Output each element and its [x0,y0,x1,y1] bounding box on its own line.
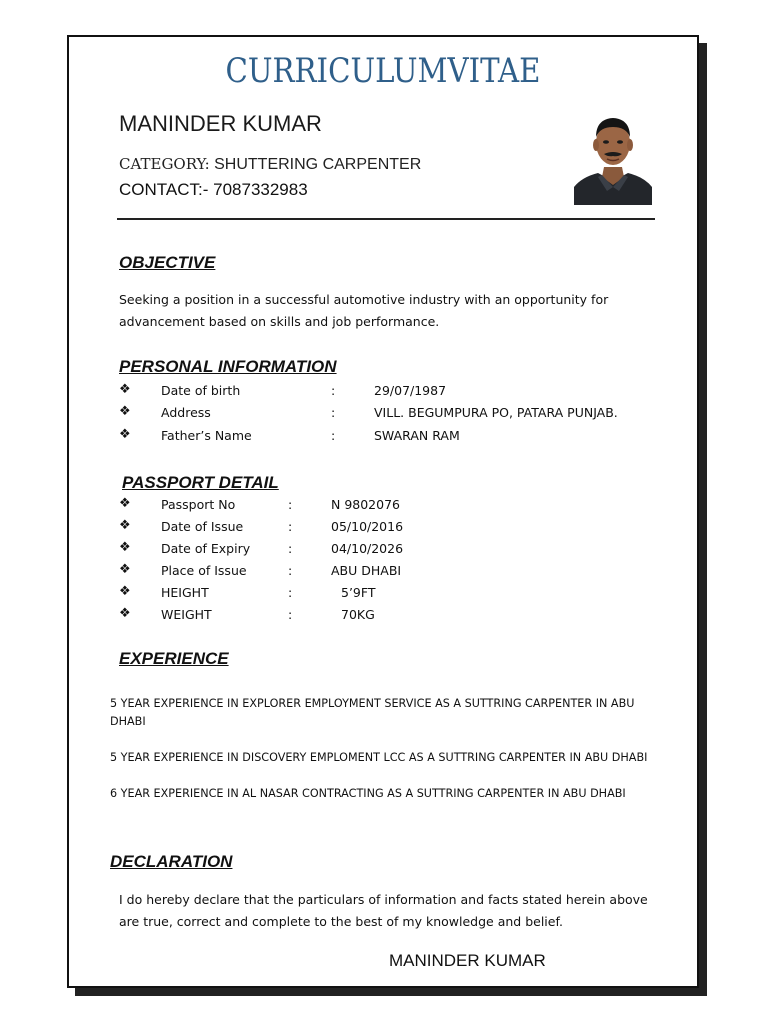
passport-row-number [119,497,659,517]
row-label: WEIGHT [161,607,212,622]
bullet-icon: ❖ [119,584,131,599]
document-title: CURRICULUMVITAE [225,51,541,91]
experience-item-2: 5 YEAR EXPERIENCE IN DISCOVERY EMPLOMENT LCC AS A SUTTRING CARPENTER IN ABU DHABI [110,751,648,764]
row-label: Date of birth [161,383,241,398]
personal-row-address [119,405,659,425]
row-value: N 9802076 [331,497,400,512]
objective-heading: OBJECTIVE [119,253,216,272]
row-colon: : [331,383,336,398]
row-label: Place of Issue [161,563,247,578]
row-value: 29/07/1987 [374,383,447,398]
row-value: 04/10/2026 [331,541,404,556]
row-value: 70KG [341,607,375,622]
objective-line-1: Seeking a position in a successful automotive industry with an opportunity for [119,292,609,307]
declaration-line-1: I do hereby declare that the particulars of information and facts stated herein above [119,892,648,907]
passport-row-expiry [119,541,659,561]
declaration-line-2: are true, correct and complete to the best of my knowledge and belief. [119,914,563,929]
objective-text [119,289,679,333]
row-colon: : [288,497,293,512]
row-colon: : [288,519,293,534]
resume-frame [67,35,699,988]
experience-item-1: 5 YEAR EXPERIENCE IN EXPLORER EMPLOYMENT SERVICE AS A SUTTRING CARPENTER IN ABU DHABI [110,697,635,728]
row-value: ABU DHABI [331,563,402,578]
row-label: Father’s Name [161,428,252,443]
signature-name: MANINDER KUMAR [389,951,546,970]
person-photo [574,107,652,205]
bullet-icon: ❖ [119,540,131,555]
declaration-heading: DECLARATION [110,852,233,871]
row-label: HEIGHT [161,585,209,600]
experience-heading: EXPERIENCE [119,649,229,668]
category-line [119,155,421,174]
row-colon: : [288,563,293,578]
row-colon: : [288,585,293,600]
applicant-name: MANINDER KUMAR [119,111,322,136]
personal-row-dob [119,383,659,403]
bullet-icon: ❖ [119,382,131,397]
bullet-icon: ❖ [119,427,131,442]
row-colon: : [288,541,293,556]
row-value: 5’9FT [341,585,376,600]
bullet-icon: ❖ [119,496,131,511]
passport-row-weight [119,607,659,627]
row-label: Address [161,405,211,420]
bullet-icon: ❖ [119,562,131,577]
row-label: Passport No [161,497,236,512]
header-divider [117,218,655,220]
declaration-text [119,889,679,933]
category-value: SHUTTERING CARPENTER [214,156,422,173]
row-label: Date of Issue [161,519,244,534]
bullet-icon: ❖ [119,518,131,533]
row-value: SWARAN RAM [374,428,460,443]
row-colon: : [288,607,293,622]
row-value: VILL. BEGUMPURA PO, PATARA PUNJAB. [374,405,618,420]
row-colon: : [331,405,336,420]
person-photo-icon [574,107,652,205]
category-label: CATEGORY: [119,155,210,173]
passport-row-issue-date [119,519,659,539]
passport-row-place [119,563,659,583]
personal-row-father [119,428,659,448]
objective-line-2: advancement based on skills and job performance. [119,314,440,329]
personal-info-heading: PERSONAL INFORMATION [119,357,337,376]
row-colon: : [331,428,336,443]
experience-item-3: 6 YEAR EXPERIENCE IN AL NASAR CONTRACTING AS A SUTTRING CARPENTER IN ABU DHABI [110,787,626,800]
contact-line: CONTACT:- 7087332983 [119,180,308,199]
row-value: 05/10/2016 [331,519,404,534]
bullet-icon: ❖ [119,606,131,621]
passport-heading: PASSPORT DETAIL [122,473,279,492]
row-label: Date of Expiry [161,541,251,556]
passport-row-height [119,585,659,605]
bullet-icon: ❖ [119,404,131,419]
